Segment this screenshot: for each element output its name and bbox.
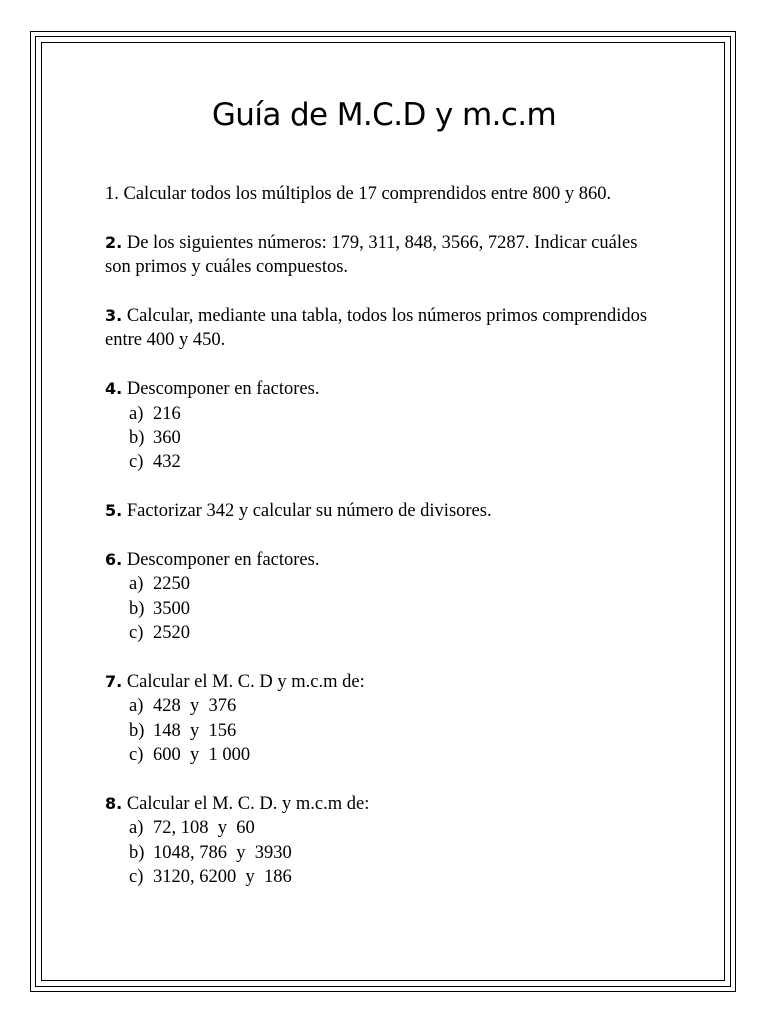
sub-item <box>105 743 665 767</box>
sub-item-value: 600 y 1 000 <box>153 745 251 766</box>
sub-item-letter: c) <box>129 867 144 888</box>
exercise-statement <box>105 548 665 572</box>
exercise-text: Descomponer en factores. <box>122 379 320 400</box>
sub-item <box>105 450 665 474</box>
sub-item <box>105 816 665 840</box>
exercise-2 <box>105 231 665 280</box>
sub-item-letter: a) <box>129 696 144 717</box>
sub-item <box>105 402 665 426</box>
exercise-number: 8. <box>105 794 123 814</box>
exercise-number: 3. <box>105 306 123 325</box>
sub-item-value: 72, 108 y 60 <box>153 818 255 839</box>
exercise-5 <box>105 499 665 523</box>
sub-item-value: 360 <box>153 428 181 449</box>
exercise-4 <box>105 377 665 475</box>
exercise-number: 7. <box>105 672 123 692</box>
exercise-text: Calcular todos los múltiplos de 17 comprendidos entre 800 y 860. <box>118 184 612 204</box>
exercise-text: Calcular, mediante una tabla, todos los números primos comprendidos entre 400 y 450. <box>105 306 648 351</box>
sub-item-letter: b) <box>129 720 145 741</box>
document-title: Guía de M.C.D y m.c.m <box>211 97 557 133</box>
exercise-3 <box>105 304 665 353</box>
sub-item-letter: b) <box>129 598 145 619</box>
sub-item <box>105 621 665 645</box>
exercise-6 <box>105 548 665 646</box>
exercise-number: 6. <box>105 550 123 570</box>
exercise-number: 5. <box>105 501 123 521</box>
sub-item <box>105 841 665 865</box>
exercise-number: 2. <box>105 232 123 252</box>
sub-item <box>105 694 665 718</box>
exercise-7 <box>105 670 665 768</box>
exercise-statement <box>105 670 665 694</box>
exercise-text: De los siguientes números: 179, 311, 848, 3566, 7287. Indicar cuáles son primos y cuáles compuestos. <box>105 232 638 278</box>
exercise-statement <box>105 792 665 816</box>
sub-item-value: 216 <box>153 403 181 424</box>
sub-item-letter: c) <box>129 623 144 644</box>
sub-item-letter: a) <box>129 403 144 424</box>
sub-item-value: 432 <box>153 452 181 473</box>
sub-item <box>105 426 665 450</box>
exercise-statement <box>105 377 665 401</box>
sub-item-letter: b) <box>129 842 145 863</box>
sub-item-value: 2520 <box>153 623 190 644</box>
sub-item-value: 3500 <box>153 598 190 619</box>
exercise-list <box>105 182 665 914</box>
exercise-number: 1. <box>105 184 119 204</box>
exercise-1 <box>105 182 665 206</box>
sub-item-letter: a) <box>129 818 144 839</box>
sub-item-value: 2250 <box>153 574 190 595</box>
exercise-text: Calcular el M. C. D y m.c.m de: <box>122 672 365 693</box>
exercise-text: Factorizar 342 y calcular su número de divisores. <box>122 501 492 522</box>
sub-item-value: 3120, 6200 y 186 <box>153 867 292 888</box>
sub-item-value: 428 y 376 <box>153 696 237 717</box>
exercise-text: Calcular el M. C. D. y m.c.m de: <box>122 794 370 815</box>
sub-item <box>105 865 665 889</box>
sub-item-letter: a) <box>129 574 144 595</box>
sub-item <box>105 719 665 743</box>
sub-item-letter: c) <box>129 745 144 766</box>
sub-item <box>105 572 665 596</box>
sub-item-letter: b) <box>129 428 145 449</box>
sub-item-value: 148 y 156 <box>153 720 237 741</box>
sub-item-value: 1048, 786 y 3930 <box>153 842 292 863</box>
exercise-number: 4. <box>105 379 123 399</box>
exercise-8 <box>105 792 665 890</box>
sub-item-letter: c) <box>129 452 144 473</box>
exercise-text: Descomponer en factores. <box>122 550 320 571</box>
sub-item <box>105 597 665 621</box>
